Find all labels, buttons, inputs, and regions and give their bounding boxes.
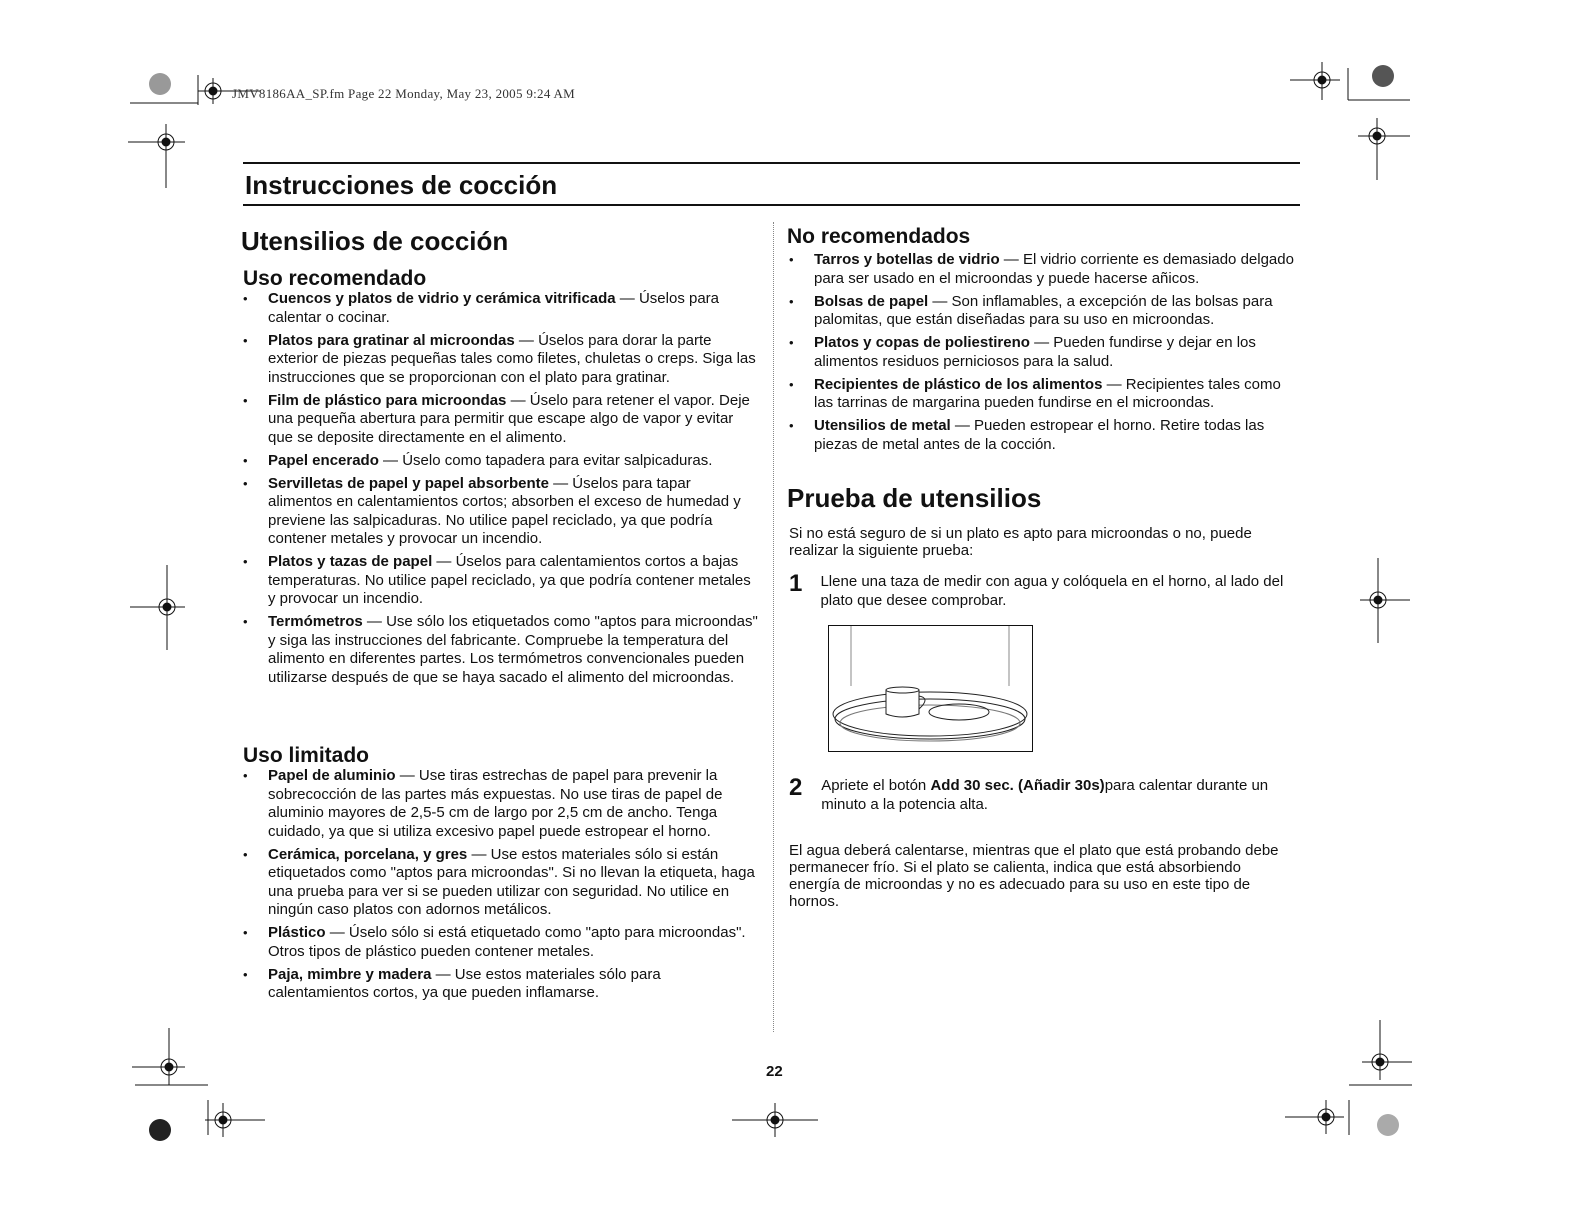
registration-target-icon	[1290, 62, 1340, 100]
item-term: Platos y tazas de papel	[268, 553, 433, 570]
list-item	[789, 376, 1304, 413]
color-bar-icon	[149, 73, 171, 95]
page-title: Instrucciones de cocción	[245, 170, 558, 200]
item-description: — Úselo para retener el vapor. Deje una pequeña abertura para permitir que escape algo de vapor y evitar que se deposite directamente en el alimento.	[268, 391, 750, 446]
page-number: 22	[766, 1063, 783, 1080]
recommended-list	[243, 290, 758, 692]
item-description: — Son inflamables, a excepción de las bolsas para palomitas, que están diseñadas para su uso en microondas.	[814, 292, 1273, 328]
section-title-test: Prueba de utensilios	[787, 483, 1042, 513]
list-item	[243, 553, 758, 609]
item-term: Servilletas de papel y papel absorbente	[268, 474, 549, 492]
item-description: — Úselos para tapar alimentos en calentamientos cortos; absorben el exceso de humedad y previene las salpicaduras. No utilice papel reciclado, ya que podría contener metales y provocar un incendio.	[268, 474, 741, 547]
heading-limited: Uso limitado	[243, 744, 370, 767]
list-item	[243, 290, 758, 327]
list-item	[243, 613, 758, 687]
registration-target-icon	[132, 1028, 185, 1085]
column-divider	[773, 222, 774, 1032]
list-item	[789, 251, 1304, 288]
registration-target-icon	[1358, 118, 1410, 180]
list-item	[243, 846, 758, 920]
item-term: Bolsas de papel	[814, 292, 929, 310]
registration-target-icon	[1360, 558, 1410, 643]
item-description: — El vidrio corriente es demasiado delgado para ser usado en el microondas y puede hacerse añicos.	[814, 251, 1294, 287]
test-conclusion: El agua deberá calentarse, mientras que el plato que está probando debe permanecer frío. Si el plato se calienta, indica que está absorbiendo energía de microondas y no es adecuado para su uso en este tipo de hornos.	[789, 842, 1279, 910]
item-description: — Úselo sólo si está etiquetado como "apto para microondas". Otros tipos de plástico pueden contener metales.	[268, 924, 746, 960]
item-term: Termómetros	[268, 613, 363, 630]
item-description: — Pueden fundirse y dejar en los alimentos residuos perniciosos para la salud.	[814, 334, 1256, 370]
item-term: Tarros y botellas de vidrio	[814, 251, 1000, 268]
section-title-utensils: Utensilios de cocción	[241, 226, 509, 256]
item-description: — Úselos para dorar la parte exterior de piezas pequeñas tales como filetes, chuletas o creps. Siga las instrucciones que se proporcionan con el plato para gratinar.	[268, 331, 756, 386]
registration-target-icon	[1362, 1020, 1412, 1080]
cup-and-plate-illustration	[828, 625, 1033, 752]
item-description: — Use estos materiales sólo si están etiquetados como "aptos para microondas". Si no llevan la etiqueta, haga una prueba para ver si se pueden utilizar con seguridad. No utilice en ningún caso platos con adornos metálicos.	[268, 845, 755, 918]
step-text: Llene una taza de medir con agua y colóquela en el horno, al lado del plato que desee comprobar.	[820, 573, 1284, 609]
item-term: Recipientes de plástico de los alimentos	[814, 375, 1103, 393]
item-term: Platos y copas de poliestireno	[814, 334, 1030, 351]
step-2	[789, 774, 1309, 814]
item-description: — Recipientes tales como las tarrinas de margarina pueden fundirse en el microondas.	[814, 375, 1281, 411]
item-description: — Pueden estropear el horno. Retire todas las piezas de metal antes de la cocción.	[814, 417, 1265, 453]
step-number: 2	[789, 774, 803, 801]
list-item	[243, 392, 758, 448]
item-term: Papel encerado	[268, 451, 379, 469]
test-intro: Si no está seguro de si un plato es apto para microondas o no, puede realizar la siguiente prueba:	[789, 525, 1252, 559]
heading-not-recommended: No recomendados	[787, 225, 971, 248]
registration-target-icon	[732, 1103, 818, 1137]
step-number: 1	[789, 570, 803, 597]
step-text	[821, 777, 1309, 814]
color-bar-icon	[1377, 1114, 1399, 1136]
list-item	[243, 475, 758, 549]
registration-target-icon	[1285, 1100, 1344, 1134]
step-1	[789, 570, 1309, 610]
header-rule-top	[243, 162, 1300, 164]
add-30-sec-label: Add 30 sec. (Añadir 30s)	[930, 777, 1105, 794]
list-item	[789, 293, 1304, 330]
item-term: Paja, mimbre y madera	[268, 965, 432, 983]
color-bar-icon	[149, 1119, 171, 1141]
list-item	[243, 332, 758, 388]
registration-target-icon	[205, 1103, 265, 1137]
item-description: — Úselos para calentamientos cortos a bajas temperaturas. No utilice papel reciclado, ya que podría contener metales y provocar un incendio.	[268, 553, 751, 607]
list-item	[243, 767, 758, 841]
list-item	[243, 924, 758, 961]
list-item	[243, 966, 758, 1003]
not-recommended-list	[789, 251, 1304, 459]
item-description: — Use sólo los etiquetados como "aptos para microondas" y siga las instrucciones del fabricante. Compruebe la temperatura del alimento en diferentes partes. Los termómetros convencionales pueden utilizarse después de que se haya sacado el alimento del microondas.	[268, 613, 758, 686]
item-term: Cerámica, porcelana, y gres	[268, 845, 468, 863]
item-term: Papel de aluminio	[268, 767, 396, 784]
registration-target-icon	[128, 124, 185, 188]
registration-target-icon	[130, 565, 185, 650]
file-info: JMV8186AA_SP.fm Page 22 Monday, May 23, 2005 9:24 AM	[232, 86, 576, 101]
item-term: Plástico	[268, 924, 326, 941]
item-description: — Use tiras estrechas de papel para prevenir la sobrecocción de las partes más expuestas. No use tiras de papel de aluminio mayores de 2,5-5 cm de largo por 2,5 cm de ancho. Tenga cuidado, ya que si utiliza excesivo papel puede estropear el horno.	[268, 767, 723, 840]
list-item	[789, 417, 1304, 454]
item-description: — Úselo como tapadera para evitar salpicaduras.	[378, 451, 713, 469]
header-rule-bottom	[243, 204, 1300, 206]
item-term: Platos para gratinar al microondas	[268, 331, 515, 349]
item-term: Cuencos y platos de vidrio y cerámica vitrificada	[268, 290, 616, 307]
item-term: Film de plástico para microondas	[268, 391, 507, 409]
list-item	[789, 334, 1304, 371]
step-text-pre: Apriete el botón	[821, 777, 931, 794]
item-description: — Úselos para calentar o cocinar.	[268, 290, 720, 326]
item-term: Utensilios de metal	[814, 417, 951, 434]
list-item	[243, 452, 758, 471]
step-text-post: para calentar durante un minuto a la potencia alta.	[821, 777, 1269, 813]
limited-list	[243, 767, 758, 1007]
color-bar-icon	[1372, 65, 1394, 87]
item-description: — Use estos materiales sólo para calentamientos cortos, ya que pueden inflamarse.	[268, 965, 661, 1001]
heading-recommended: Uso recomendado	[243, 267, 427, 290]
